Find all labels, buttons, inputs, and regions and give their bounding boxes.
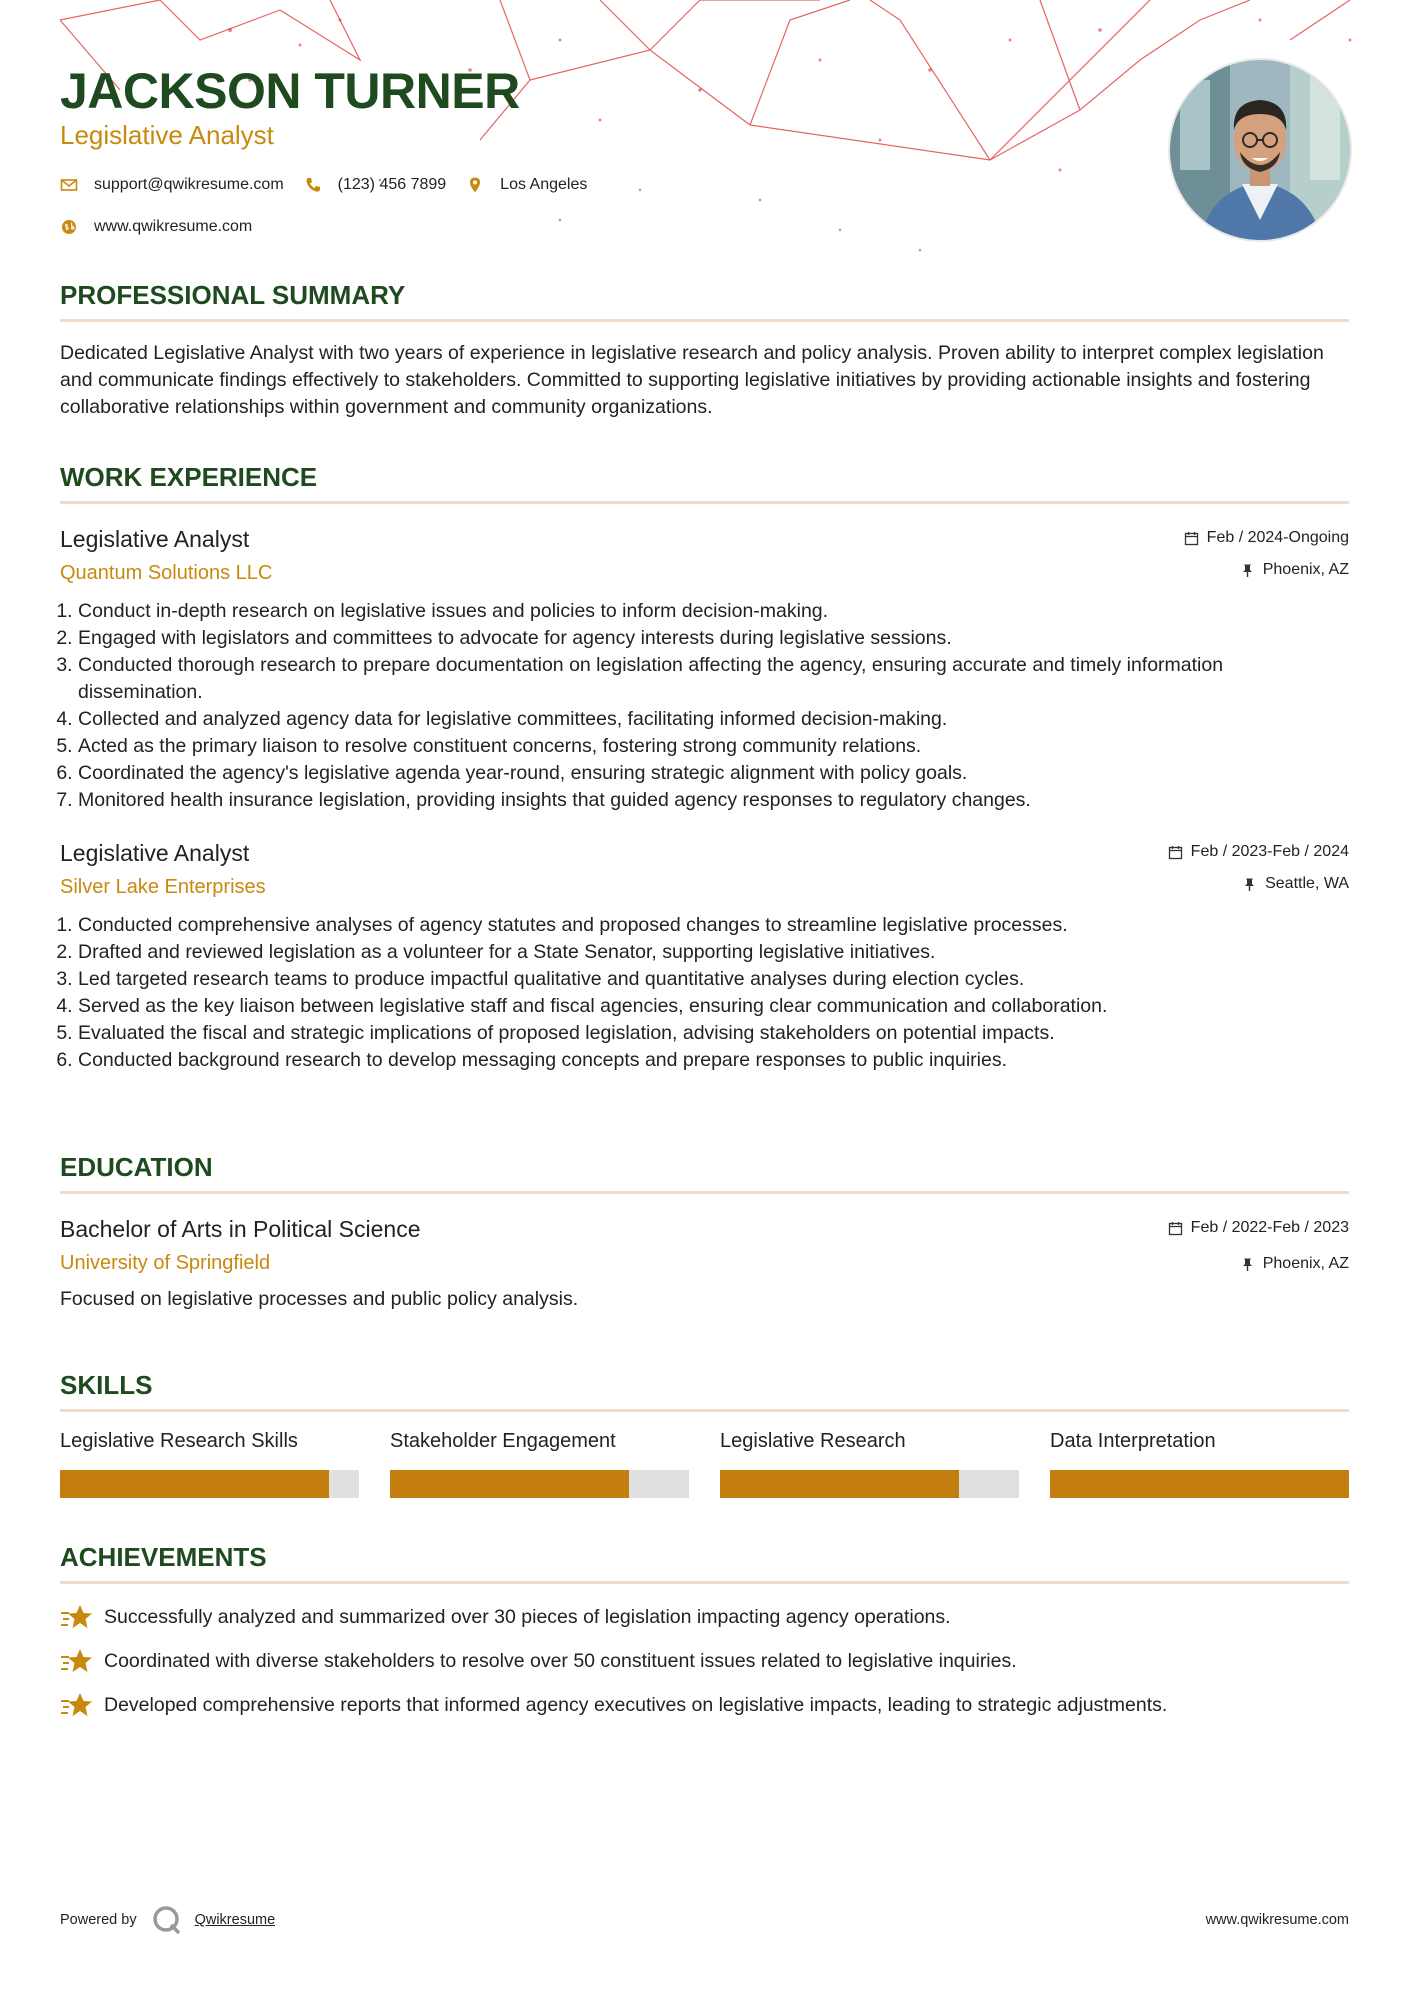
candidate-name: JACKSON TURNER	[60, 63, 520, 119]
skill-label: Stakeholder Engagement	[390, 1430, 616, 1452]
skill-bar-track	[390, 1470, 689, 1498]
job-bullets	[60, 598, 1349, 814]
achievement-text: Successfully analyzed and summarized over 30 pieces of legislation impacting agency operations.	[104, 1605, 951, 1628]
achievements-list	[60, 1600, 1349, 1722]
footer	[60, 1900, 1349, 1940]
achievement-item	[60, 1688, 1349, 1722]
list-item: 5. Acted as the primary liaison to resolve constituent concerns, fostering strong community relations.	[78, 733, 1349, 760]
skill-label: Legislative Research Skills	[60, 1430, 298, 1452]
education-heading: EDUCATION	[60, 1152, 1349, 1194]
star-icon	[60, 1602, 94, 1632]
powered-by-label: Powered by	[60, 1912, 137, 1928]
skills-heading: SKILLS	[60, 1370, 1349, 1412]
achievement-text: Coordinated with diverse stakeholders to resolve over 50 constituent issues related to legislative inquiries.	[104, 1649, 1017, 1672]
skill-item	[390, 1430, 689, 1498]
pushpin-icon	[1240, 563, 1255, 578]
summary-heading: PROFESSIONAL SUMMARY	[60, 280, 1349, 322]
contact-block	[60, 172, 607, 256]
list-item: 4. Collected and analyzed agency data for legislative committees, facilitating informed decision-making.	[78, 706, 1349, 733]
job-entry	[60, 836, 1349, 1074]
website-text: www.qwikresume.com	[94, 218, 253, 235]
location-text: Los Angeles	[500, 176, 588, 193]
job-meta	[1168, 836, 1349, 900]
skill-bar-track	[60, 1470, 359, 1498]
calendar-icon	[1168, 1221, 1183, 1236]
job-company: Silver Lake Enterprises	[60, 876, 266, 898]
job-entry	[60, 522, 1349, 814]
list-item: 4. Served as the key liaison between legislative staff and fiscal agencies, ensuring clear communication and collaboration.	[78, 993, 1349, 1020]
list-item: 6. Conducted background research to develop messaging concepts and prepare responses to public inquiries.	[78, 1047, 1349, 1074]
job-location: Seattle, WA	[1265, 875, 1349, 892]
education-description: Focused on legislative processes and public policy analysis.	[60, 1288, 579, 1310]
job-title: Legislative Analyst	[60, 526, 250, 552]
brand-link[interactable]: Qwikresume	[194, 1912, 276, 1928]
job-title: Legislative Analyst	[60, 840, 250, 866]
education-date: Feb / 2022-Feb / 2023	[1190, 1219, 1349, 1236]
qwikresume-logo-icon	[151, 1904, 183, 1936]
skills-grid	[60, 1430, 1349, 1498]
experience-section	[60, 462, 1349, 1074]
skill-item	[1050, 1430, 1349, 1498]
skill-bar-fill	[60, 1470, 329, 1498]
education-section	[60, 1152, 1349, 1311]
skill-bar-fill	[1050, 1470, 1349, 1498]
profile-photo	[1168, 58, 1352, 242]
phone-icon	[304, 176, 322, 194]
calendar-icon	[1168, 845, 1183, 860]
job-company: Quantum Solutions LLC	[60, 562, 273, 584]
email-text: support@qwikresume.com	[94, 176, 284, 193]
achievement-item	[60, 1600, 1349, 1634]
list-item: 1. Conduct in-depth research on legislative issues and policies to inform decision-making.	[78, 598, 1349, 625]
summary-section	[60, 280, 1349, 421]
skill-bar-track	[720, 1470, 1019, 1498]
skill-item	[720, 1430, 1019, 1498]
skill-bar-fill	[390, 1470, 629, 1498]
education-location: Phoenix, AZ	[1262, 1255, 1349, 1272]
job-meta	[1184, 522, 1349, 586]
contact-website[interactable]	[60, 218, 252, 236]
map-pin-icon	[466, 176, 484, 194]
skill-label: Legislative Research	[720, 1430, 906, 1452]
school-name: University of Springfield	[60, 1252, 271, 1274]
experience-heading: WORK EXPERIENCE	[60, 462, 1349, 504]
list-item: 2. Engaged with legislators and committees to advocate for agency interests during legislative sessions.	[78, 625, 1349, 652]
achievements-section	[60, 1542, 1349, 1732]
contact-email[interactable]	[60, 176, 284, 194]
skills-section	[60, 1370, 1349, 1498]
job-bullets	[60, 912, 1349, 1074]
skill-bar-fill	[720, 1470, 959, 1498]
education-entry	[60, 1212, 1349, 1311]
achievements-heading: ACHIEVEMENTS	[60, 1542, 1349, 1584]
job-date: Feb / 2023-Feb / 2024	[1190, 843, 1349, 860]
skill-label: Data Interpretation	[1050, 1430, 1216, 1452]
candidate-title: Legislative Analyst	[60, 120, 274, 150]
star-icon	[60, 1646, 94, 1676]
achievement-item	[60, 1644, 1349, 1678]
footer-site-link[interactable]: www.qwikresume.com	[1205, 1912, 1349, 1928]
calendar-icon	[1184, 531, 1199, 546]
job-date: Feb / 2024-Ongoing	[1206, 529, 1349, 546]
achievement-text: Developed comprehensive reports that informed agency executives on legislative impacts, leading to strategic adjustments.	[104, 1693, 1168, 1716]
contact-phone[interactable]	[304, 176, 447, 194]
pushpin-icon	[1242, 877, 1257, 892]
pushpin-icon	[1240, 1257, 1255, 1272]
degree-title: Bachelor of Arts in Political Science	[60, 1216, 421, 1242]
list-item: 2. Drafted and reviewed legislation as a volunteer for a State Senator, supporting legislative initiatives.	[78, 939, 1349, 966]
list-item: 1. Conducted comprehensive analyses of agency statutes and proposed changes to streamline legislative processes.	[78, 912, 1349, 939]
list-item: 3. Led targeted research teams to produce impactful qualitative and quantitative analyses during election cycles.	[78, 966, 1349, 993]
summary-text: Dedicated Legislative Analyst with two years of experience in legislative research and policy analysis. Proven ability to interpret complex legislation and communicate findings effectively to stakeholders. Committed to supporting legislative initiatives by providing actionable insights and fostering collaborative relationships within government and community organizations.	[60, 342, 1324, 418]
list-item: 3. Conducted thorough research to prepare documentation on legislation affecting the agency, ensuring accurate and timely information dissemination.	[78, 652, 1349, 706]
contact-location	[466, 176, 587, 194]
avatar	[1170, 60, 1350, 240]
job-location: Phoenix, AZ	[1262, 561, 1349, 578]
phone-text: (123) 456 7899	[337, 176, 447, 193]
star-icon	[60, 1690, 94, 1720]
globe-icon	[60, 218, 78, 236]
education-meta	[1168, 1212, 1349, 1284]
list-item: 5. Evaluated the fiscal and strategic implications of proposed legislation, advising stakeholders on potential impacts.	[78, 1020, 1349, 1047]
skill-item	[60, 1430, 359, 1498]
list-item: 7. Monitored health insurance legislation, providing insights that guided agency responses to regulatory changes.	[78, 787, 1349, 814]
list-item: 6. Coordinated the agency's legislative agenda year-round, ensuring strategic alignment with policy goals.	[78, 760, 1349, 787]
envelope-icon	[60, 176, 78, 194]
skill-bar-track	[1050, 1470, 1349, 1498]
